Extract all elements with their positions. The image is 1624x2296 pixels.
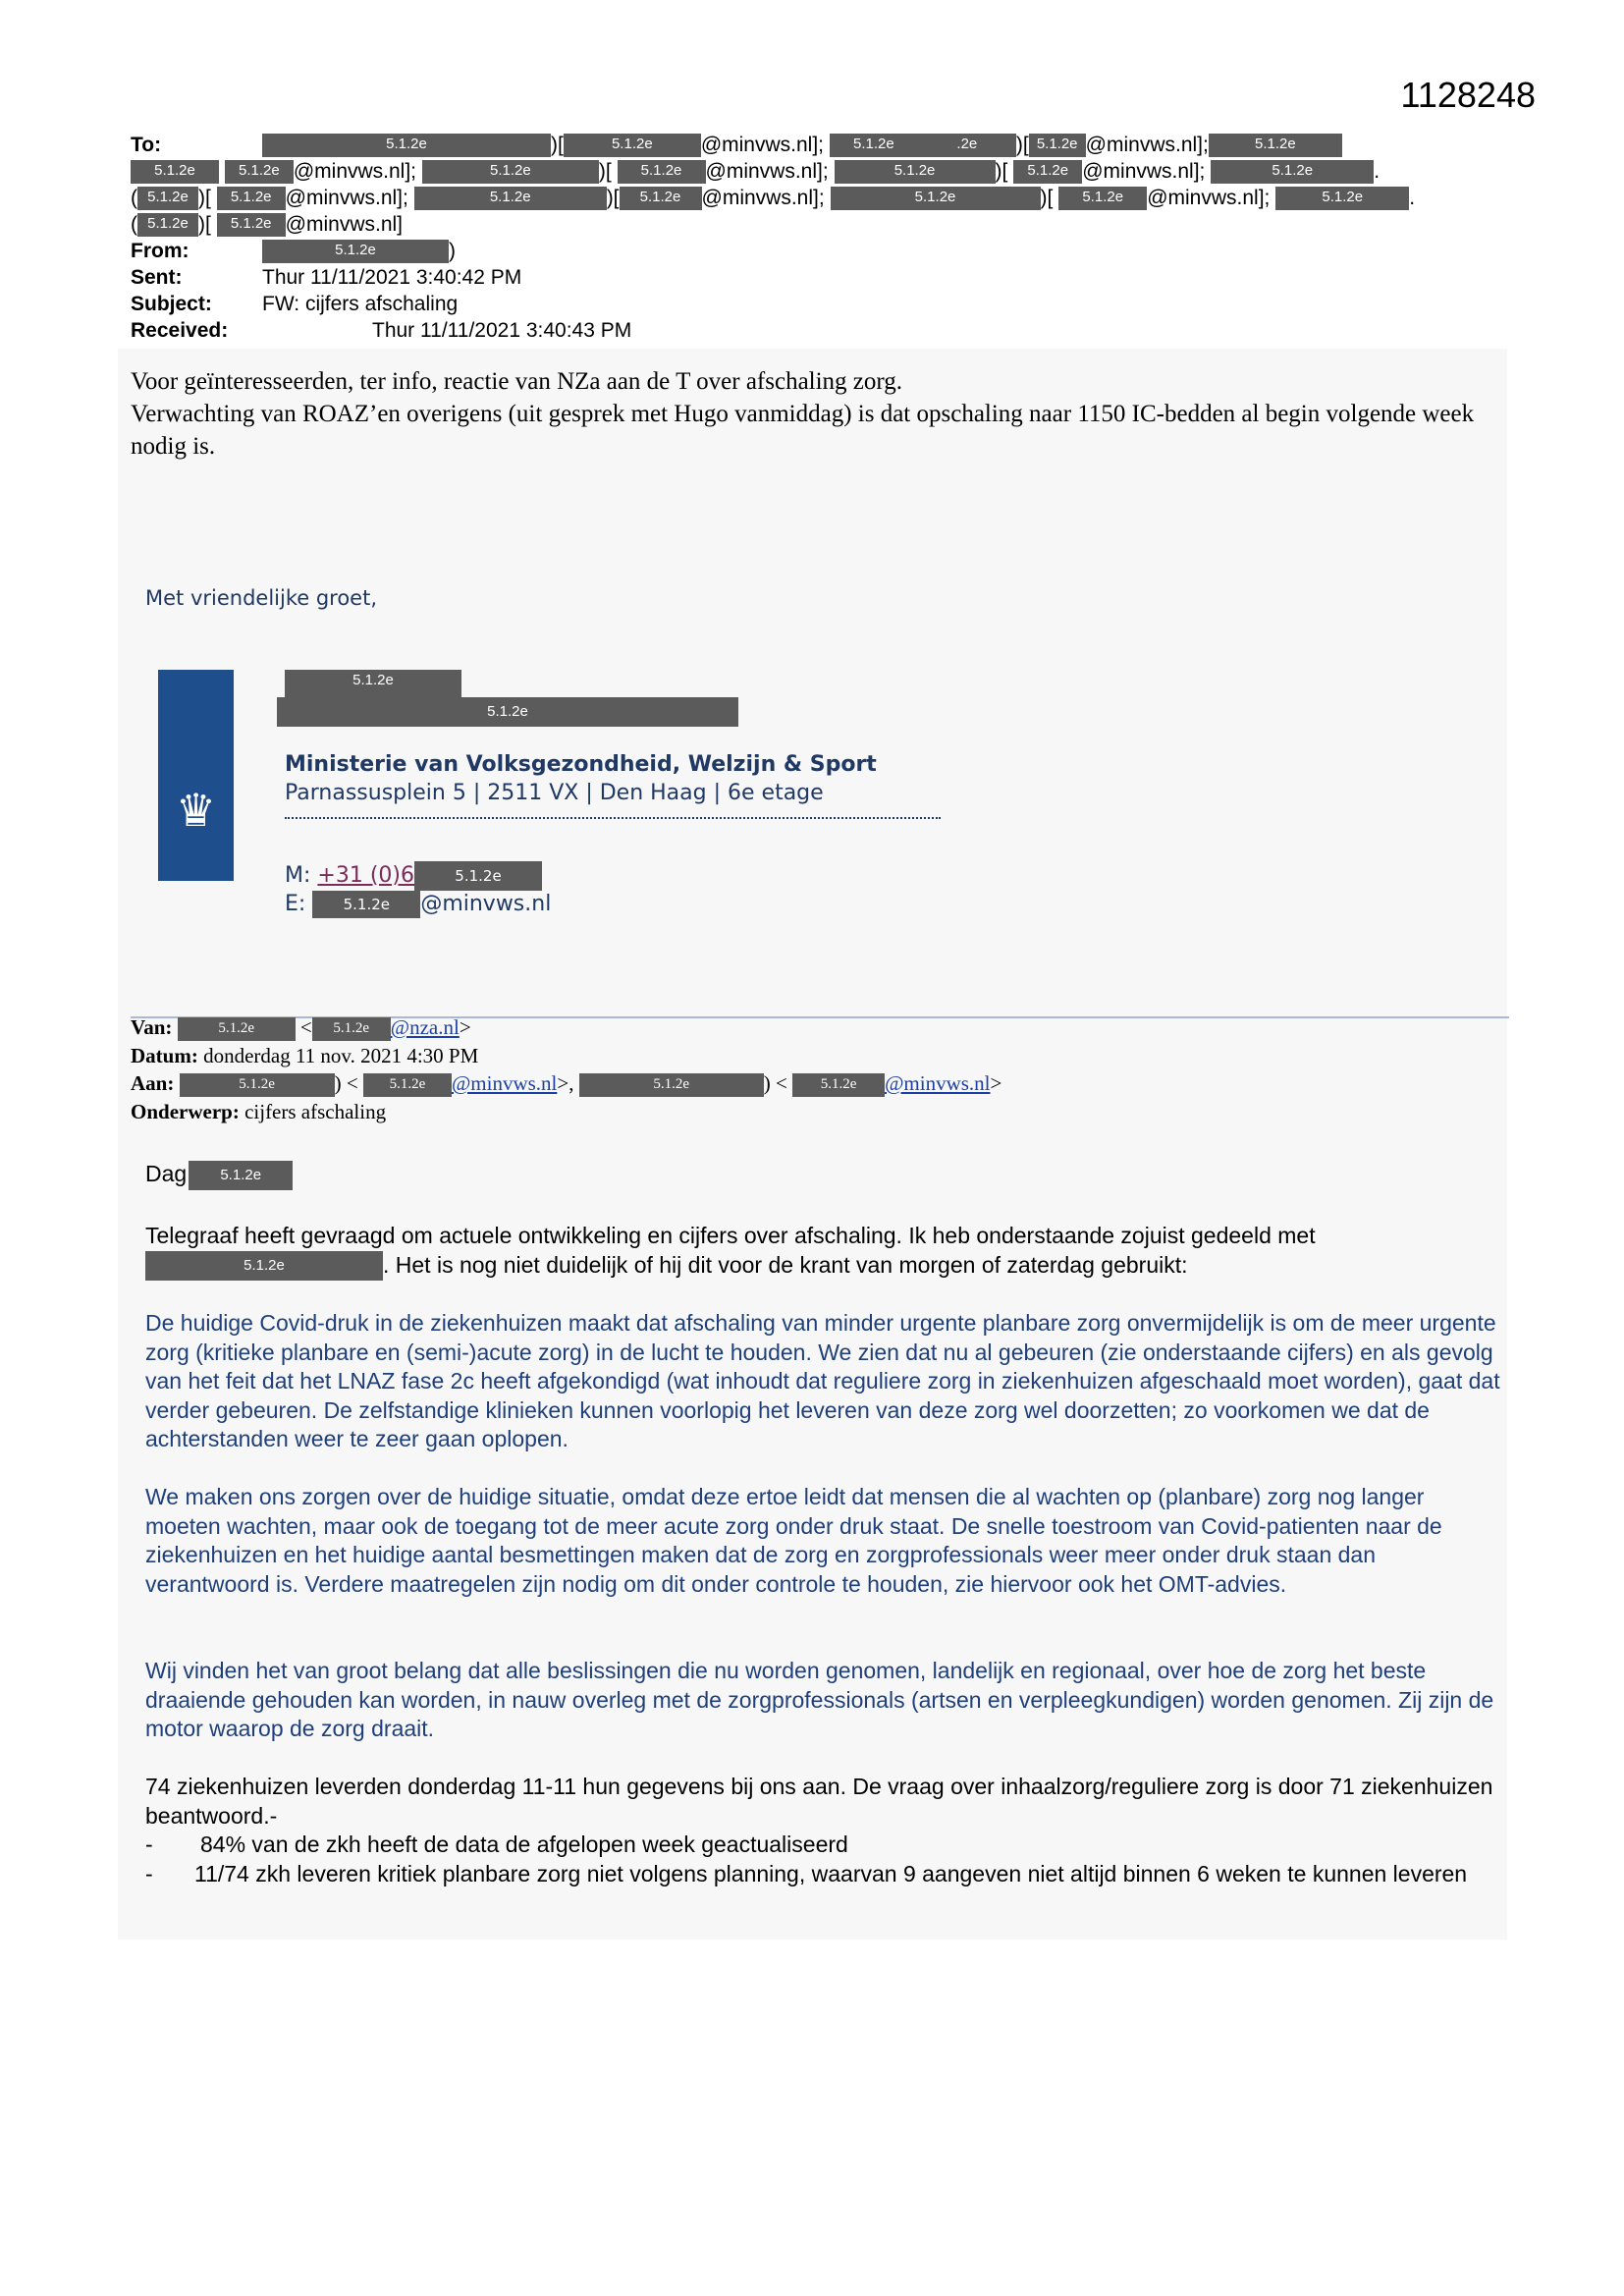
paragraph-3: We maken ons zorgen over de huidige situatie, omdat deze ertoe leidt dat mensen die al wachten op (planbare) zorg nog langer moeten wachten, maar ook de toegang tot de meer acute zorg onder druk staat. De snelle toestroom van Covid-patienten naar de ziekenhuizen en het huidige aantal besmettingen maken dat de zorg en zorgprofessionals weer meer onder druk staan dan verantwoord is. Verdere maatregelen zijn nodig om dit onder controle te houden, zie hiervoor ook het OMT-advies. [145, 1484, 1442, 1597]
signature-greeting: Met vriendelijke groet, [145, 586, 378, 610]
list-item [145, 1860, 1500, 1889]
bullet-text: 11/74 zkh leveren kritiek planbare zorg niet volgens planning, waarvan 9 aangeven niet altijd binnen 6 weken te kunnen leveren [194, 1861, 1468, 1886]
sent-line [131, 264, 521, 291]
signature-mobile [285, 861, 542, 891]
redaction: 5.1.2e [285, 670, 461, 697]
redaction: 5.1.2e [262, 134, 551, 157]
email-domain: @minvws.nl]; [293, 160, 417, 183]
redaction: 5.1.2e [262, 240, 449, 263]
email-domain: @minvws.nl] [285, 213, 404, 236]
redaction: 5.1.2e [620, 187, 702, 210]
to-line-4: ( 5.1.2e )[ 5.1.2e @minvws.nl] [131, 213, 404, 236]
to-line-1: To: 5.1.2e )[ 5.1.2e @minvws.nl]; 5.1.2e .2e )[ 5.1.2e @minvws.nl]; 5.1.2e [131, 132, 1342, 158]
redaction: 5.1.2e [835, 160, 996, 184]
email-domain: @minvws.nl]; [1082, 160, 1206, 183]
to-label: To: [131, 134, 162, 156]
email-domain: @minvws.nl]; [285, 187, 408, 209]
redaction: 5.1.2e [363, 1073, 452, 1097]
redaction: 5.1.2e [1013, 160, 1082, 184]
paragraph-5: 74 ziekenhuizen leverden donderdag 11-11 hun gegevens bij ons aan. De vraag over inhaalzorg/reguliere zorg is door 71 ziekenhuizen beantwoord.- [145, 1774, 1493, 1829]
paragraph-4: Wij vinden het van groot belang dat alle beslissingen die nu worden genomen, landelijk en regionaal, over hoe de zorg het beste draaiende gehouden kan worden, in nauw overleg met de zorgprofessionals (artsen en verpleegkundigen) worden genomen. Zij zijn de motor waarop de zorg draait. [145, 1658, 1494, 1741]
email-domain: @minvws.nl [420, 892, 552, 916]
intro-line-1: Voor geïnteresseerden, ter info, reactie van NZa aan de T over afschaling zorg. [131, 368, 903, 395]
email-domain: @minvws.nl]; [705, 160, 829, 183]
datum-label: Datum: [131, 1044, 198, 1067]
intro-text [131, 365, 1495, 463]
from-line: From: 5.1.2e ) [131, 240, 456, 262]
paragraph-1-start: Telegraaf heeft gevraagd om actuele ontwikkeling en cijfers over afschaling. Ik heb onderstaande zojuist gedeeld met [145, 1223, 1316, 1248]
list-item [145, 1831, 1500, 1860]
redaction: 5.1.2e [145, 1251, 383, 1281]
onderwerp-label: Onderwerp: [131, 1100, 240, 1123]
redaction: 5.1.2e [1275, 187, 1409, 210]
bullet-text: 84% van de zkh heeft de data de afgelopen week geactualiseerd [200, 1831, 848, 1857]
redaction: 5.1.2e [178, 1017, 296, 1041]
signature-name-redaction [285, 670, 461, 697]
received-line [131, 317, 631, 344]
salutation-word: Dag [145, 1161, 188, 1186]
redaction: 5.1.2e [217, 213, 286, 237]
to-line-3: ( 5.1.2e )[ 5.1.2e @minvws.nl]; 5.1.2e )[ 5.1.2e @minvws.nl]; 5.1.2e )[ 5.1.2e @minvws.nl]; 5.1.2e . [131, 187, 1416, 209]
paragraph-1-end: . Het is nog niet duidelijk of hij dit voor de krant van morgen of zaterdag gebruikt: [383, 1251, 1188, 1278]
redaction: 5.1.2e [792, 1073, 885, 1097]
van-line: Van: 5.1.2e < 5.1.2e @nza.nl> [131, 1014, 471, 1041]
onderwerp-line [131, 1099, 386, 1125]
subject-value: FW: cijfers afschaling [262, 293, 459, 315]
redaction: 5.1.2e [277, 697, 738, 727]
aan-label: Aan: [131, 1071, 175, 1095]
redaction: 5.1.2e [137, 187, 198, 210]
redaction: 5.1.2e [217, 187, 286, 210]
email-domain: @minvws.nl]; [700, 134, 824, 156]
redaction: 5.1.2e [225, 160, 294, 184]
redaction: 5.1.2e [137, 213, 198, 237]
subject-label: Subject: [131, 293, 212, 315]
aan-email-link[interactable]: @minvws.nl [451, 1071, 558, 1095]
datum-line [131, 1043, 478, 1069]
signature-email [285, 891, 551, 918]
email-label: E: [285, 892, 306, 916]
signature-title-redaction [277, 697, 738, 727]
redaction: 5.1.2e [312, 1017, 391, 1041]
email-domain: @minvws.nl]; [1085, 134, 1209, 156]
redaction: 5.1.2e [189, 1161, 293, 1190]
email-domain: @minvws.nl]; [701, 187, 825, 209]
sent-label: Sent: [131, 266, 183, 289]
intro-line-2: Verwachting van ROAZ’en overigens (uit gesprek met Hugo vanmiddag) is dat opschaling naar 1150 IC-bedden al begin volgende week nodig is. [131, 401, 1475, 460]
email-domain: @minvws.nl]; [1147, 187, 1271, 209]
redaction: 5.1.2e [579, 1073, 764, 1097]
signature-divider [285, 817, 941, 819]
datum-value: donderdag 11 nov. 2021 4:30 PM [203, 1044, 479, 1067]
subject-line [131, 291, 458, 317]
received-value: Thur 11/11/2021 3:40:43 PM [372, 319, 632, 342]
aan-line: Aan: 5.1.2e ) < 5.1.2e @minvws.nl>, 5.1.2e ) < 5.1.2e @minvws.nl> [131, 1070, 1001, 1097]
ministry-name: Ministerie van Volksgezondheid, Welzijn & Sport [285, 752, 877, 777]
redaction: 5.1.2e [1211, 160, 1374, 184]
ministry-logo [158, 670, 234, 881]
salutation [145, 1160, 1500, 1190]
redaction: 5.1.2e [564, 134, 701, 157]
redaction: 5.1.2e [1209, 134, 1342, 157]
redaction: 5.1.2e [1058, 187, 1147, 210]
to-line-2: 5.1.2e 5.1.2e @minvws.nl]; 5.1.2e )[ 5.1.2e @minvws.nl]; 5.1.2e )[ 5.1.2e @minvws.nl]; 5.1.2e . [131, 158, 1380, 185]
redaction: 5.1.2e [1029, 134, 1086, 157]
redaction: 5.1.2e [131, 160, 219, 184]
redaction: 5.1.2e [422, 160, 599, 184]
rijksoverheid-crest-icon: ♛ [175, 785, 217, 836]
bullet-mark: - [145, 1861, 153, 1886]
ministry-address: Parnassusplein 5 | 2511 VX | Den Haag | 6e etage [285, 781, 824, 805]
mobile-label: M: [285, 863, 311, 888]
paragraph-1 [145, 1222, 1500, 1281]
redaction: 5.1.2e [414, 187, 607, 210]
aan-email-link[interactable]: @minvws.nl [885, 1071, 991, 1095]
mobile-link[interactable]: +31 (0)6 [317, 863, 414, 888]
received-label: Received: [131, 319, 229, 342]
redaction: 5.1.2e [180, 1073, 335, 1097]
onderwerp-value: cijfers afschaling [244, 1100, 387, 1123]
redaction-fragment: .2e [918, 134, 1016, 157]
redaction: 5.1.2e [414, 861, 542, 891]
redaction: 5.1.2e [831, 187, 1041, 210]
paragraph-2: De huidige Covid-druk in de ziekenhuizen maakt dat afschaling van minder urgente planbare zorg onvermijdelijk is om de meer urgente zorg (kritieke planbare en (semi-)acute zorg) in de lucht te houden. We zien dat nu al gebeuren (zie onderstaande cijfers) en als gevolg van het feit dat het LNAZ fase 2c heeft afgekondigd (wat inhoudt dat reguliere zorg in ziekenhuizen afgeschaald moet worden), gaat dat verder gebeuren. De zelfstandige klinieken kunnen voorlopig het leveren van deze zorg wel doorzetten; zo voorkomen we dat de achterstanden weer te zeer gaan oplopen. [145, 1310, 1500, 1451]
van-label: Van: [131, 1015, 173, 1039]
from-label: From: [131, 240, 189, 262]
bullet-mark: - [145, 1831, 153, 1857]
redaction: 5.1.2e [618, 160, 706, 184]
van-email-link[interactable]: @nza.nl [390, 1015, 460, 1039]
redaction: 5.1.2e [312, 891, 420, 918]
document-number: 1128248 [1400, 75, 1536, 115]
redaction: 5.1.2e [830, 134, 918, 157]
sent-value: Thur 11/11/2021 3:40:42 PM [262, 266, 522, 289]
